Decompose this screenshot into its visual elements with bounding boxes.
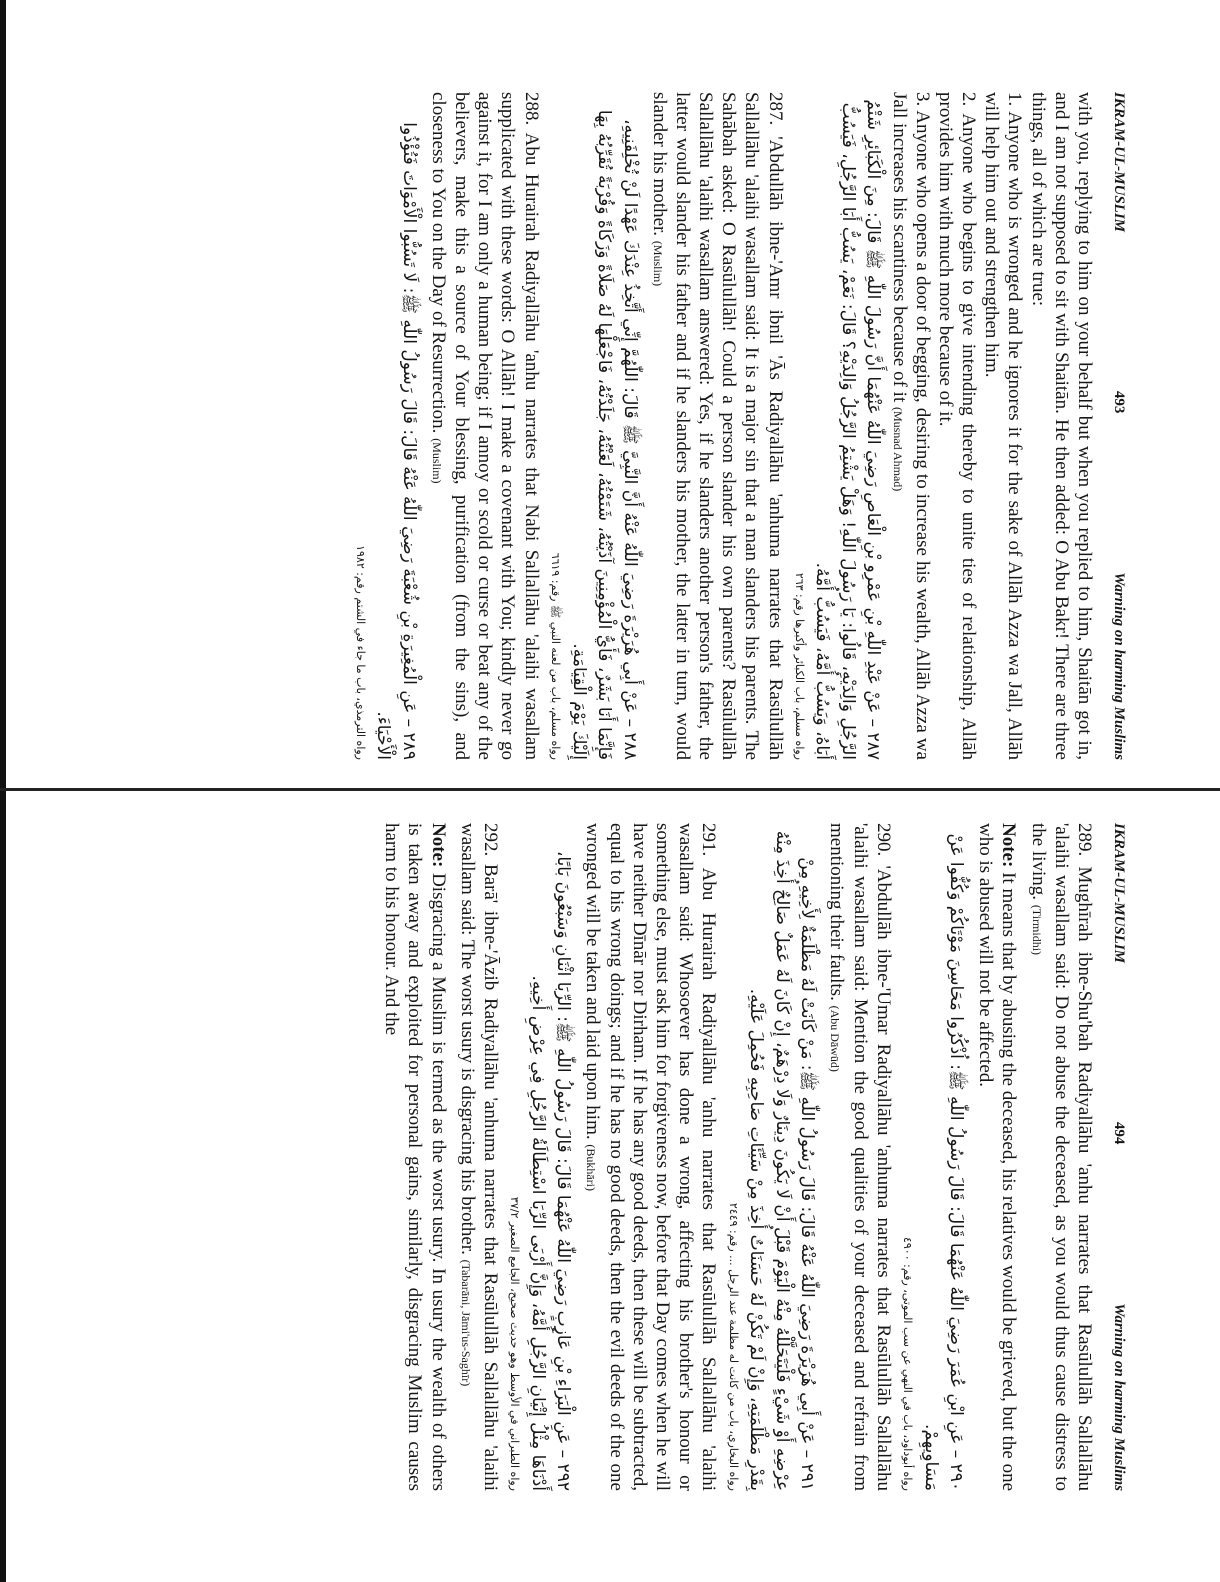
citation: (Tabarāni, Jāmi'us-Saghīr) [458,1259,473,1387]
hadith-text: 290. 'Abdullāh ibne-'Umar Radiyallāhu 'anhuma narrates that Rasūlullāh Sallallāhu 'alaihi wasallam said: Mention the good qualities of your deceased and refrain from mentioning their faults. [826,823,894,1491]
arabic-hadith-289: ٢٨٩ – عَنِ الْمُغِيرَةِ بْنِ شُعْبَةَ رَضِيَ اللّٰهُ عَنْهُ قَالَ: قَالَ رَسُولُ اللّٰهِ ﷺ: لَا تَسُبُّوا الْأَمْوَاتَ فَتُؤْذُوا الْأَحْيَاءَ. [373,122,419,760]
running-header [1110,823,1127,1491]
citation: (Muslim) [650,240,665,287]
arabic-hadith-291: ٢٩١ – عَنْ أَبِي هُرَيْرَةَ رَضِيَ اللّٰهُ عَنْهُ قَالَ: قَالَ رَسُولُ اللّٰهِ ﷺ: مَنْ كَانَتْ لَهُ مَظْلَمَةٌ لِأَخِيهِ مِنْ عِرْضِهِ أَوْ شَيْءٍ فَلْيَتَحَلَّلْهُ مِنْهُ الْيَوْمَ قَبْلَ أَنْ لَا يَكُونَ دِينَارٌ وَلَا دِرْهَمٌ، إِنْ كَانَ لَهُ عَمَلٌ صَالِحٌ أُخِذَ مِنْهُ بِقَدْرِ مَظْلَمَتِهِ، وَإِنْ لَمْ تَكُنْ لَهُ حَسَنَاتٌ أُخِذَ مِنْ سَيِّئَاتِ صَاحِبِهِ فَحُمِلَ عَلَيْهِ. [746,830,818,1491]
running-title: IKRAM-UL-MUSLIM [1111,823,1127,964]
arabic-source-287: رواه مسلم، باب الكبائر وأكبرها رقم: ٢٦٣ [792,572,806,760]
arabic-source-291: رواه البخاري، باب من كانت له مظلمة عند الرجل ... رقم: ٢٤٤٩ [726,1202,740,1491]
book-spine-shadow [0,0,6,1582]
hadith-291 [581,823,720,1491]
section-title: Warning on harming Muslims [1111,1303,1127,1491]
hadith-288 [427,92,543,760]
arabic-source-288: رواه مسلم، باب من لعنه النبي ﷺ رقم: ٦٦١٩ [549,552,563,760]
page-number: 493 [1111,390,1127,414]
arabic-hadith-288: ٢٨٨ – عَنْ أَبِي هُرَيْرَةَ رَضِيَ اللّٰهُ عَنْهُ أَنَّ النَّبِيَّ ﷺ قَالَ: اللّٰهُمَّ إِنِّي أَتَّخِذُ عِنْدَكَ عَهْدًا لَنْ تُخْلِفَنِيهِ، فَإِنَّمَا أَنَا بَشَرٌ، فَأَيُّ الْمُؤْمِنِينَ آذَيْتُهُ، شَتَمْتُهُ، لَعَنْتُهُ، جَلَدْتُهُ، فَاجْعَلْهَا لَهُ صَلَاةً وَزَكَاةً وَقُرْبَةً تُقَرِّبُهُ بِهَا إِلَيْكَ يَوْمَ الْقِيَامَةِ. [568,109,640,760]
running-title: IKRAM-UL-MUSLIM [1111,92,1127,233]
page-number: 494 [1111,1121,1127,1145]
arabic-source-289: رواه الترمذي، باب ما جاء في الشتم رقم: ١٩٨٢ [353,545,367,760]
hadith-292 [456,823,502,1491]
arabic-hadith-287: ٢٨٧ – عَنْ عَبْدِ اللّٰهِ بْنِ عَمْرِو بْنِ الْعَاصِ رَضِيَ اللّٰهُ عَنْهُمَا أَنَّ رَسُولَ اللّٰهِ ﷺ قَالَ: مِنَ الْكَبَائِرِ شَتْمُ الرَّجُلِ وَالِدَيْهِ، قَالُوا: يَا رَسُولَ اللّٰهِ! وَهَلْ يَشْتِمُ الرَّجُلُ وَالِدَيْهِ؟ قَالَ: نَعَمْ، يَسُبُّ أَبَا الرَّجُلِ، فَيَسُبُّ أَبَاهُ، وَيَسُبُّ أُمَّهُ، فَيَسُبُّ أُمَّهُ. [812,99,884,760]
hadith-287 [648,92,787,760]
page-494 [85,797,1135,1517]
page-493 [85,66,1135,786]
paragraph: with you, replying to him on your behalf but when you replied to him, Shaitān got in, and I am not supposed to sit with Shaitān. He then added: O Abu Bakr! There are three things, all of which are true: [1027,92,1095,760]
list-item: 2. Anyone who begins to give intending thereby to unite ties of relationship, Allāh provides him with much more because of it. [934,92,980,760]
citation: (Bukhāri) [584,1144,599,1192]
citation: (Muslim) [429,438,444,484]
section-title: Warning on harming Muslims [1111,572,1127,760]
page-fold-line [0,788,1220,791]
list-item: 1. Anyone who is wronged and he ignores it for the sake of Allāh Azza wa Jall, Allāh will help him out and strengthen him. [981,92,1026,760]
note-label: Note: [998,823,1020,868]
arabic-hadith-292: ٢٩٢ – عَنِ الْبَرَاءِ بْنِ عَازِبٍ رَضِيَ اللّٰهُ عَنْهُمَا قَالَ: قَالَ رَسُولُ اللّٰهِ ﷺ: الرِّبَا اثْنَانِ وَسَبْعُونَ بَابًا، أَدْنَاهَا مِثْلُ إِتْيَانِ الرَّجُلِ أُمَّهُ، وَإِنَّ أَرْبَى الرِّبَا اسْتِطَالَةُ الرَّجُلِ فِي عِرْضِ أَخِيهِ. [527,850,574,1491]
note-label: Note: [427,823,449,868]
hadith-290 [825,823,895,1491]
citation: (Abu Dāwūd) [828,1005,843,1072]
note [380,823,450,1491]
note-text: It means that by abusing the deceased, his relatives would be grieved, but the one who is abused will not be affected. [975,823,1020,1492]
note-text: Disgracing a Muslim is termed as the worst usury. In usury the wealth of others is taken away and exploited for personal gains, similarly, disgracing Muslim causes harm to his honour. And the [381,823,449,1492]
list-item [887,92,933,760]
note [974,823,1020,1491]
arabic-source-290: رواه أبوداود، باب في النهي عن سب الموتى، رقم: ٤٩٠٠ [901,1236,915,1491]
citation: (Tirmidhi) [1029,904,1044,956]
hadith-289 [1026,823,1096,1491]
list-item-text: 3. Anyone who opens a door of begging, desiring to increase his wealth, Allāh Azza wa Jall increases his scantiness because of it [888,92,933,760]
text-block [887,92,1096,760]
hadith-text: 291. Abu Hurairah Radiyallāhu 'anhu narrates that Rasūlullāh Sallallāhu 'alaihi wasallam said: Whosoever has done a wrong, affecting his brother's honour or something else, must ask him for forgiveness now, before that Day comes when he will have neither Dīnār nor Dirham. If he has any good deeds, then these will be subtracted, equal to his wrong doings; and if he has no good deeds, then the evil deeds of the one wronged will be taken and laid upon him. [582,823,720,1491]
hadith-text: 288. Abu Hurairah Radiyallāhu 'anhu narrates that Nabi Sallallāhu 'alaihi wasallam supplicated with these words: O Allāh! I make a covenant with You; kindly never go against it, for I am only a human being; if I annoy or scold or curse or beat any of the believers, make this a source of Your blessing, purification (from the sins), and closeness to You on the Day of Resurrection. [427,92,542,760]
citation: (Musnad Ahmad) [890,406,905,492]
hadith-text: 292. Barā' ibne-'Āzib Radiyallāhu 'anhuma narrates that Rasūlullāh Sallallāhu 'alaihi wasallam said: The worst usury is disgracing his brother. [456,823,501,1491]
arabic-hadith-290: ٢٩٠ – عَنِ ابْنِ عُمَرَ رَضِيَ اللّٰهُ عَنْهُمَا قَالَ: قَالَ رَسُولُ اللّٰهِ ﷺ: اُذْكُرُوا مَحَاسِنَ مَوْتَاكُمْ وَكُفُّوا عَنْ مَسَاوِيهِمْ. [920,833,967,1491]
running-header [1110,92,1127,760]
arabic-source-292: رواه الطبراني في الأوسط وهو حديث صحيح، الجامع الصغير ٣٧/٢ [508,1196,522,1491]
hadith-text: 289. Mughīrah ibne-Shu'bah Radiyallāhu 'anhu narrates that Rasūlullāh Sallallāhu 'alaihi wasallam said: Do not abuse the deceased, as you would thus cause distress to the living. [1027,823,1095,1491]
hadith-text: 287. 'Abdullāh ibne-'Amr ibnil 'Ās Radiyallāhu 'anhuma narrates that Rasūlullāh Sallallāhu 'alaihi wasallam said: It is a major sin that a man slanders his parents. The Sahābah asked: O Rasūlullāh! Could a person slander his own parents? Rasūlullāh Sallallāhu 'alaihi wasallam answered: Yes, if he slanders another person's father, the latter would slander his father and if he slanders his mother, the latter in turn, would slander his mother. [648,92,786,760]
